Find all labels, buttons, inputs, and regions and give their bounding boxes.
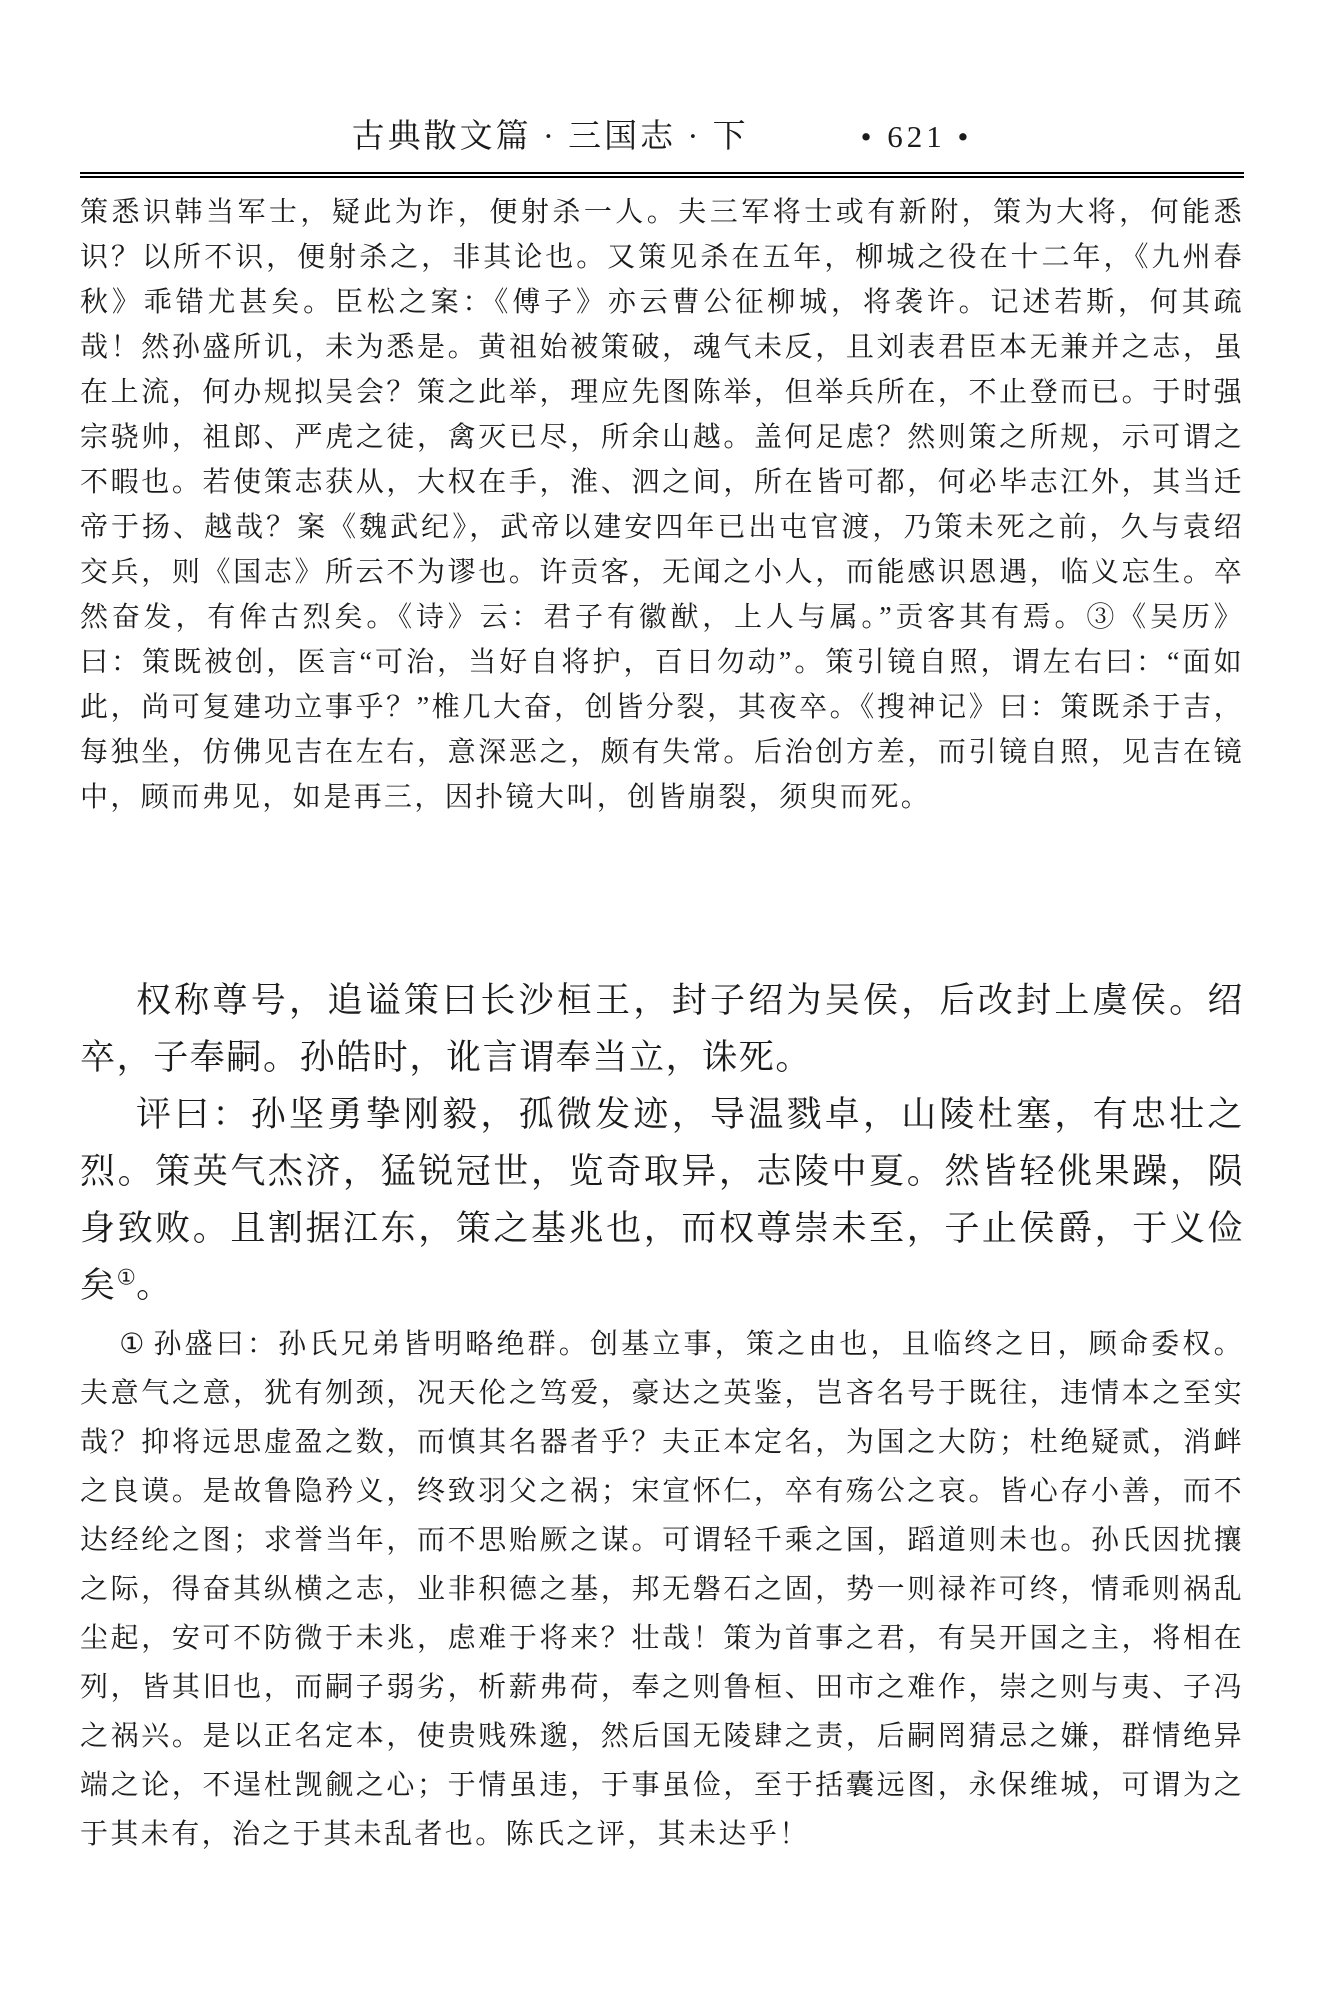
main-paragraph-2-text: 评曰：孙坚勇挚刚毅，孤微发迹，导温戮卓，山陵杜塞，有忠壮之烈。策英气杰济，猛锐冠世，览奇取异，志陵中夏。然皆轻佻果躁，陨身致败。且割据江东，策之基兆也，而权尊崇未至，子止侯爵，于义俭矣 bbox=[80, 1095, 1244, 1305]
header-rule-top-line bbox=[80, 172, 1244, 174]
main-paragraph-1: 权称尊号，追谥策曰长沙桓王，封子绍为吴侯，后改封上虞侯。绍卒，子奉嗣。孙皓时，讹言谓奉当立，诛死。 bbox=[80, 981, 1244, 1077]
footnote-marker: ① bbox=[119, 1329, 148, 1360]
footnote-text: 孙盛曰：孙氏兄弟皆明略绝群。创基立事，策之由也，且临终之日，顾命委权。夫意气之意，犹有刎颈，况天伦之笃爱，豪达之英鉴，岂吝名号于既往，违情本之至实哉？抑将远思虚盈之数，而慎其名器者乎？夫正本定名，为国之大防；杜绝疑贰，消衅之良谟。是故鲁隐矜义，终致羽父之祸；宋宣怀仁，卒有殇公之哀。皆心存小善，而不达经纶之图；求誉当年，而不思贻厥之谋。可谓轻千乘之国，蹈道则未也。孙氏因扰攘之际，得奋其纵横之志，业非积德之基，邦无磐石之固，势一则禄祚可终，情乖则祸乱尘起，安可不防微于未兆，虑难于将来？壮哉！策为首事之君，有吴开国之主，将相在列，皆其旧也，而嗣子弱劣，析薪弗荷，奉之则鲁桓、田市之难作，崇之则与夷、子冯之祸兴。是以正名定本，使贵贱殊邈，然后国无陵肆之责，后嗣罔猜忌之嫌，群情绝异端之论，不逞杜觊觎之心；于情虽违，于事虽俭，至于括囊远图，永保维城，可谓为之于其未有，治之于其未乱者也。陈氏之评，其未达乎！ bbox=[80, 1329, 1244, 1850]
main-paragraph-2 bbox=[80, 1086, 1244, 1314]
page-number: • 621 • bbox=[860, 119, 973, 154]
header-rule-bottom-line bbox=[80, 176, 1244, 178]
main-paragraph-2-end: 。 bbox=[136, 1266, 173, 1305]
note-ref-1: ① bbox=[116, 1265, 137, 1290]
header-title: 古典散文篇 · 三国志 · 下 bbox=[351, 119, 749, 155]
commentary-paragraph: 策悉识韩当军士，疑此为诈，便射杀一人。夫三军将士或有新附，策为大将，何能悉识？以所不识，便射杀之，非其论也。又策见杀在五年，柳城之役在十二年，《九州春秋》乖错尤甚矣。臣松之案：《傅子》亦云曹公征柳城，将袭许。记述若斯，何其疏哉！然孙盛所讥，未为悉是。黄祖始被策破，魂气未反，且刘表君臣本无兼并之志，虽在上流，何办规拟吴会？策之此举，理应先图陈举，但举兵所在，不止登而已。于时强宗骁帅，祖郎、严虎之徒，禽灭已尽，所余山越。盖何足虑？然则策之所规，示可谓之不暇也。若使策志获从，大权在手，淮、泗之间，所在皆可都，何必毕志江外，其当迁帝于扬、越哉？案《魏武纪》，武帝以建安四年已出屯官渡，乃策未死之前，久与袁绍交兵，则《国志》所云不为谬也。许贡客，无闻之小人，而能感识恩遇，临义忘生。卒然奋发，有侔古烈矣。《诗》云：君子有徽猷，上人与属。”贡客其有焉。③《吴历》曰：策既被创，医言“可治，当好自将护，百日勿动”。策引镜自照，谓左右曰：“面如此，尚可复建功立事乎？”椎几大奋，创皆分裂，其夜卒。《搜神记》曰：策既杀于吉，每独坐，仿佛见吉在左右，意深恶之，颇有失常。后治创方差，而引镜自照，见吉在镜中，顾而弗见，如是再三，因扑镜大叫，创皆崩裂，须臾而死。 bbox=[80, 197, 1244, 813]
header-rule bbox=[80, 172, 1244, 178]
footnote-paragraph bbox=[80, 1320, 1244, 1859]
page-header bbox=[80, 110, 1244, 157]
